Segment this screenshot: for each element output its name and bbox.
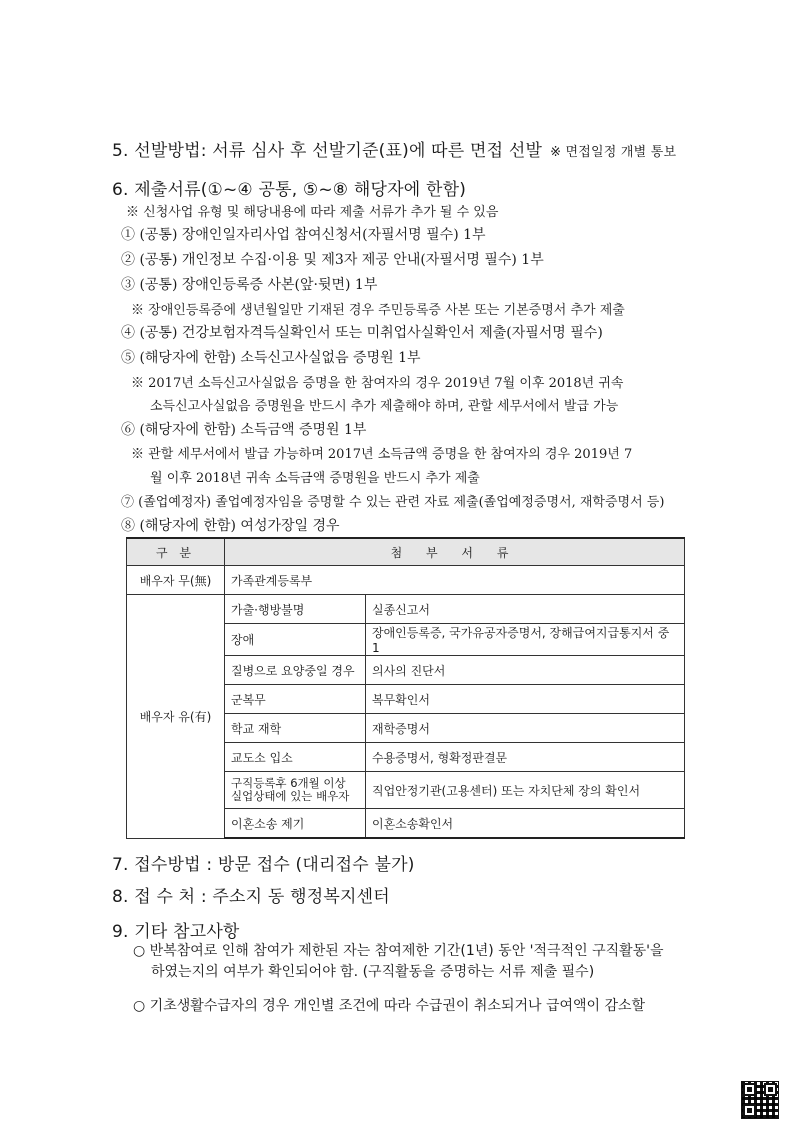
attachment-table xyxy=(126,537,685,839)
spouse-doc: 장애인등록증, 국가유공자증명서, 장해급여지급통지서 중 1 xyxy=(366,624,685,656)
document-item-note: 소득신고사실없음 증명원을 반드시 추가 제출해야 하며, 관할 세무서에서 발급 가능 xyxy=(150,399,619,414)
spouse-case: 가출·행방불명 xyxy=(225,595,366,624)
document-item: ④ (공통) 건강보험자격득실확인서 또는 미취업사실확인서 제출(자필서명 필수) xyxy=(121,325,603,341)
section-5 xyxy=(112,136,676,161)
document-item-note: ※ 장애인등록증에 생년월일만 기재된 경우 주민등록증 사본 또는 기본증명서 추가 제출 xyxy=(131,303,625,318)
section-5-note: ※ 면접일정 개별 통보 xyxy=(550,145,677,160)
spouse-case: 군복무 xyxy=(225,685,366,714)
table-header-category: 구 분 xyxy=(127,538,225,566)
document-item-note: ※ 2017년 소득신고사실없음 증명을 한 참여자의 경우 2019년 7월 이후 2018년 귀속 xyxy=(131,376,624,391)
spouse-case: 질병으로 요양중일 경우 xyxy=(225,656,366,685)
section-5-text: 5. 선발방법: 서류 심사 후 선발기준(표)에 따른 면접 선발 xyxy=(112,141,543,161)
spouse-case: 교도소 입소 xyxy=(225,743,366,772)
document-item: ⑧ (해당자에 한함) 여성가장일 경우 xyxy=(121,518,340,534)
document-item: ⑦ (졸업예정자) 졸업예정자임을 증명할 수 있는 관련 자료 제출(졸업예정증명서, 재학증명서 등) xyxy=(121,495,665,510)
spouse-doc: 의사의 진단서 xyxy=(366,656,685,685)
spouse-case: 장애 xyxy=(225,624,366,656)
section-8: 8. 접 수 처 : 주소지 동 행정복지센터 xyxy=(112,887,390,907)
no-spouse-doc: 가족관계등록부 xyxy=(225,566,685,595)
spouse-case: 이혼소송 제기 xyxy=(225,809,366,839)
qr-code-icon xyxy=(741,1081,779,1119)
spouse-doc: 실종신고서 xyxy=(366,595,685,624)
table-header-documents: 첨 부 서 류 xyxy=(225,538,685,566)
spouse-case: 구직등록후 6개월 이상 실업상태에 있는 배우자 xyxy=(225,772,366,809)
table-row xyxy=(127,566,685,595)
document-item: ⑥ (해당자에 한함) 소득금액 증명원 1부 xyxy=(121,422,367,438)
section-9-title: 9. 기타 참고사항 xyxy=(112,922,240,942)
spouse-label: 배우자 유(有) xyxy=(127,595,225,839)
document-item: ① (공통) 장애인일자리사업 참여신청서(자필서명 필수) 1부 xyxy=(121,227,486,243)
section-7: 7. 접수방법 : 방문 접수 (대리접수 불가) xyxy=(112,855,415,875)
document-item: ⑤ (해당자에 한함) 소득신고사실없음 증명원 1부 xyxy=(121,350,421,366)
no-spouse-label: 배우자 무(無) xyxy=(127,566,225,595)
reference-item: ○ 기초생활수급자의 경우 개인별 조건에 따라 수급권이 취소되거나 급여액이 감소할 xyxy=(133,998,646,1014)
spouse-doc: 복무확인서 xyxy=(366,685,685,714)
section-6-title: 6. 제출서류(①~④ 공통, ⑤~⑧ 해당자에 한함) xyxy=(112,180,467,200)
reference-item: ○ 반복참여로 인해 참여가 제한된 자는 참여제한 기간(1년) 동안 '적극적인 구직활동'을 xyxy=(133,943,664,959)
section-6-note: ※ 신청사업 유형 및 해당내용에 따라 제출 서류가 추가 될 수 있음 xyxy=(126,205,499,220)
spouse-doc: 수용증명서, 형확정판결문 xyxy=(366,743,685,772)
reference-item: 하였는지의 여부가 확인되어야 함. (구직활동을 증명하는 서류 제출 필수) xyxy=(151,964,595,980)
document-item-note: 월 이후 2018년 귀속 소득금액 증명원을 반드시 추가 제출 xyxy=(150,471,480,486)
spouse-doc: 재학증명서 xyxy=(366,714,685,743)
spouse-doc: 이혼소송확인서 xyxy=(366,809,685,839)
spouse-doc: 직업안정기관(고용센터) 또는 자치단체 장의 확인서 xyxy=(366,772,685,809)
spouse-case: 학교 재학 xyxy=(225,714,366,743)
table-row xyxy=(127,595,685,624)
document-item-note: ※ 관할 세무서에서 발급 가능하며 2017년 소득금액 증명을 한 참여자의 경우 2019년 7 xyxy=(131,447,633,462)
document-item: ③ (공통) 장애인등록증 사본(앞·뒷면) 1부 xyxy=(121,277,378,293)
document-item: ② (공통) 개인정보 수집·이용 및 제3자 제공 안내(자필서명 필수) 1부 xyxy=(121,252,544,268)
